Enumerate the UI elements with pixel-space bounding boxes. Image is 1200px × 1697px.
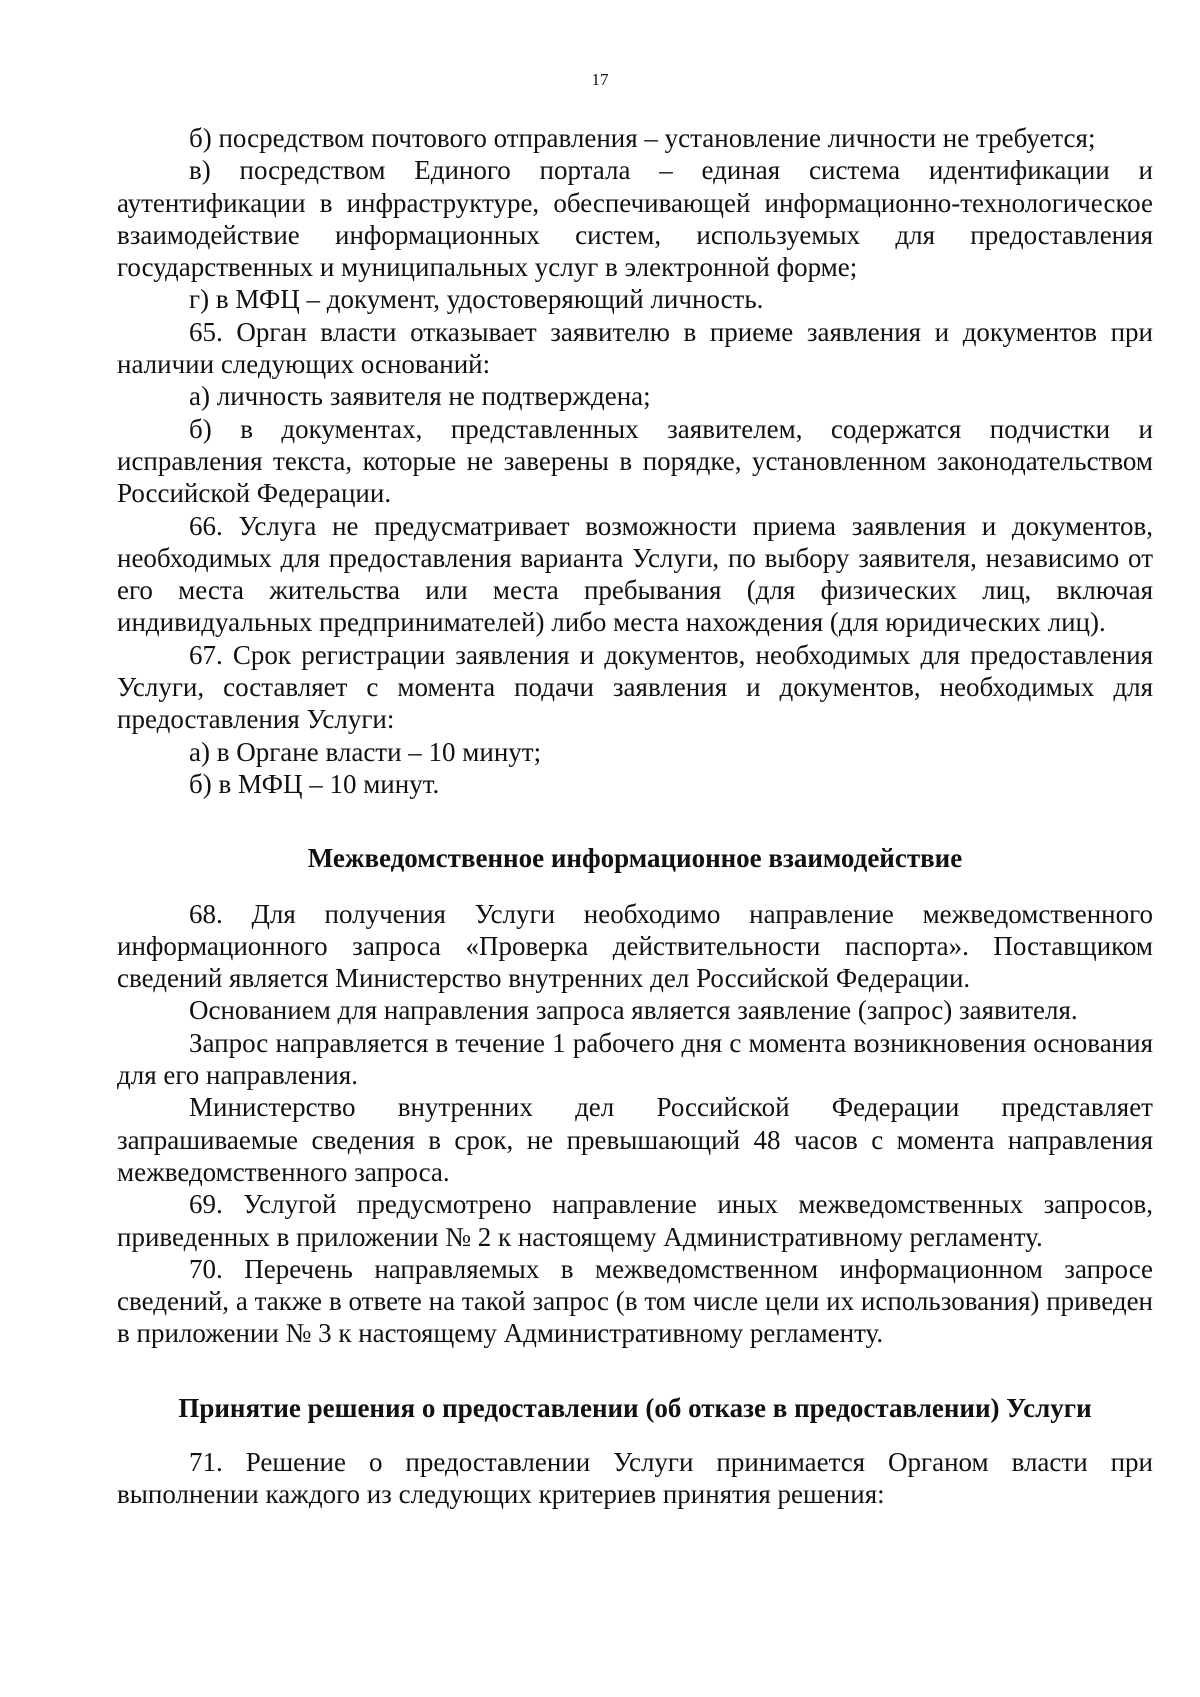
paragraph: б) в документах, представленных заявителем, содержатся подчистки и исправления текста, которые не заверены в порядке, установленном законодательством Российской Федерации. — [117, 413, 1153, 509]
paragraph: а) в Органе власти – 10 минут; — [189, 736, 542, 767]
paragraph: в) посредством Единого портала – единая система идентификации и аутентификации в инфраструктуре, обеспечивающей информационно-технологическое взаимодействие информационных систем, используемых для предоставления государственных и муниципальных услуг в электронной форме; — [117, 155, 1153, 283]
paragraph: 65. Орган власти отказывает заявителю в приеме заявления и документов при наличии следующих оснований: — [117, 316, 1153, 380]
paragraph: 69. Услугой предусмотрено направление иных межведомственных запросов, приведенных в приложении № 2 к настоящему Административному регламенту. — [117, 1189, 1153, 1252]
paragraph: Основанием для направления запроса является заявление (запрос) заявителя. — [189, 995, 1078, 1026]
paragraph: г) в МФЦ – документ, удостоверяющий личность. — [189, 284, 764, 315]
paragraph: б) в МФЦ – 10 минут. — [189, 768, 440, 799]
paragraph: Запрос направляется в течение 1 рабочего дня с момента возникновения основания для его направления. — [117, 1027, 1153, 1091]
paragraph: 68. Для получения Услуги необходимо направление межведомственного информационного запроса «Проверка действительности паспорта». Поставщиком сведений является Министерство внутренних дел Российской Федерации. — [117, 898, 1153, 994]
paragraph: 70. Перечень направляемых в межведомственном информационном запросе сведений, а также в ответе на такой запрос (в том числе цели их использования) приведен в приложении № 3 к настоящему Административному регламенту. — [117, 1253, 1153, 1349]
document-body — [117, 122, 1153, 1511]
section-heading: Межведомственное информационное взаимодействие — [307, 843, 963, 874]
page-number: 17 — [591, 70, 609, 89]
paragraph: Министерство внутренних дел Российской Федерации представляет запрашиваемые сведения в срок, не превышающий 48 часов с момента направления межведомственного запроса. — [117, 1092, 1153, 1187]
section-heading: Принятие решения о предоставлении (об отказе в предоставлении) Услуги — [178, 1392, 1092, 1423]
paragraph: 71. Решение о предоставлении Услуги принимается Органом власти при выполнении каждого из следующих критериев принятия решения: — [117, 1446, 1153, 1510]
paragraph: б) посредством почтового отправления – установление личности не требуется; — [189, 123, 1096, 153]
paragraph: 67. Срок регистрации заявления и документов, необходимых для предоставления Услуги, составляет с момента подачи заявления и документов, необходимых для предоставления Услуги: — [117, 639, 1153, 735]
paragraph: а) личность заявителя не подтверждена; — [189, 381, 651, 412]
paragraph: 66. Услуга не предусматривает возможности приема заявления и документов, необходимых для предоставления варианта Услуги, по выбору заявителя, независимо от его места жительства или места пребывания (для физических лиц, включая индивидуальных предпринимателей) либо места нахождения (для юридических лиц). — [117, 510, 1153, 638]
